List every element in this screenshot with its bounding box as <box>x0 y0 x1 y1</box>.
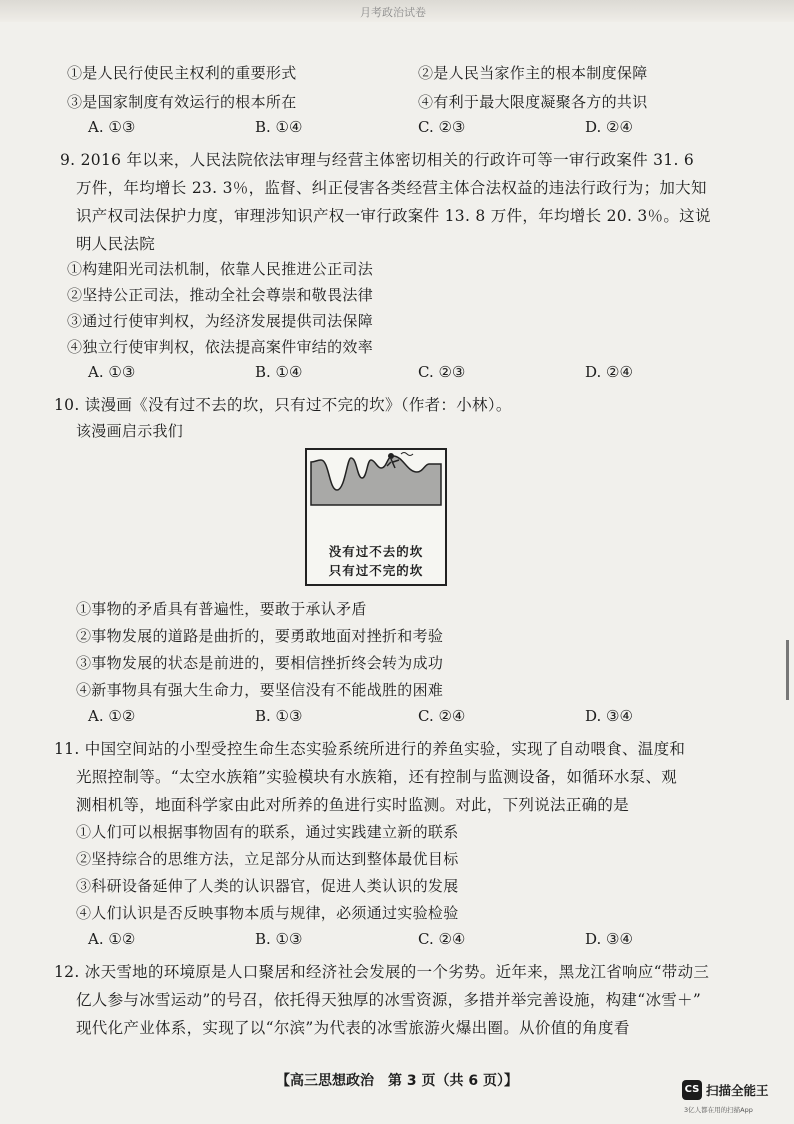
q8-item-1: ①是人民行使民主权利的重要形式 <box>67 64 297 82</box>
q10-item-4: ④新事物具有强大生命力，要坚信没有不能战胜的困难 <box>76 681 444 699</box>
q9-option-b: B. ①④ <box>255 363 303 381</box>
q8-item-3: ③是国家制度有效运行的根本所在 <box>67 93 297 111</box>
cs-logo-icon: CS <box>682 1080 702 1100</box>
q11-option-a: A. ①② <box>88 930 136 948</box>
q11-item-3: ③科研设备延伸了人类的认识器官，促进人类认识的发展 <box>76 877 459 895</box>
q10-item-2: ②事物发展的道路是曲折的，要勇敢地面对挫折和考验 <box>76 627 444 645</box>
q9-stem-3: 识产权司法保护力度，审理涉知识产权一审行政案件 13. 8 万件，年均增长 20. 3％。这说 <box>76 207 711 225</box>
q11-stem-3: 测相机等，地面科学家由此对所养的鱼进行实时监测。对此，下列说法正确的是 <box>76 796 630 814</box>
figure-head <box>388 453 394 459</box>
q11-option-b: B. ①③ <box>255 930 303 948</box>
winding-road-shape <box>311 456 441 505</box>
q11-option-d: D. ③④ <box>585 930 633 948</box>
scanner-app-name: 扫描全能王 <box>706 1083 769 1098</box>
q12-stem-1: 12. 冰天雪地的环境原是人口聚居和经济社会发展的一个劣势。近年来，黑龙江省响应“带动三 <box>54 963 710 981</box>
q9-stem-1: 9. 2016 年以来，人民法院依法审理与经营主体密切相关的行政许可等一审行政案件 31. 6 <box>60 151 695 169</box>
cartoon-caption-2: 只有过不完的坎 <box>328 563 424 578</box>
q9-item-1: ①构建阳光司法机制，依靠人民推进公正司法 <box>67 260 374 278</box>
q10-stem-1: 10. 读漫画《没有过不去的坎，只有过不完的坎》（作者：小林）。 <box>54 396 512 414</box>
cartoon-figure <box>305 448 447 586</box>
q9-stem-2: 万件，年均增长 23. 3％，监督、纠正侵害各类经营主体合法权益的违法行政行为；加大知 <box>76 179 707 197</box>
q9-option-d: D. ②④ <box>585 363 633 381</box>
q9-option-c: C. ②③ <box>418 363 466 381</box>
page-footer: 【高三思想政治 第 3 页（共 6 页）】 <box>276 1073 518 1089</box>
q9-stem-4: 明人民法院 <box>76 235 156 253</box>
q11-stem-2: 光照控制等。“太空水族箱”实验模块有水族箱，还有控制与监测设备，如循环水泵、观 <box>76 768 678 786</box>
q12-stem-2: 亿人参与冰雪运动”的号召，依托得天独厚的冰雪资源，多措并举完善设施，构建“冰雪＋” <box>76 991 702 1009</box>
q10-option-b: B. ①③ <box>255 707 303 725</box>
q11-item-2: ②坚持综合的思维方法，立足部分从而达到整体最优目标 <box>76 850 459 868</box>
q10-option-d: D. ③④ <box>585 707 633 725</box>
q8-option-a: A. ①③ <box>88 118 136 136</box>
q8-option-d: D. ②④ <box>585 118 633 136</box>
cartoon-caption-1: 没有过不去的坎 <box>328 544 424 559</box>
q8-item-4: ④有利于最大限度凝聚各方的共识 <box>418 93 648 111</box>
q9-item-3: ③通过行使审判权，为经济发展提供司法保障 <box>67 312 374 330</box>
q11-item-1: ①人们可以根据事物固有的联系，通过实践建立新的联系 <box>76 823 459 841</box>
q11-option-c: C. ②④ <box>418 930 466 948</box>
scan-edge-mark <box>786 640 789 700</box>
q9-option-a: A. ①③ <box>88 363 136 381</box>
q11-item-4: ④人们认识是否反映事物本质与规律，必须通过实验检验 <box>76 904 459 922</box>
q11-stem-1: 11. 中国空间站的小型受控生命生态实验系统所进行的养鱼实验，实现了自动喂食、温度和 <box>54 740 686 758</box>
q8-item-2: ②是人民当家作主的根本制度保障 <box>418 64 648 82</box>
q8-option-c: C. ②③ <box>418 118 466 136</box>
q10-option-c: C. ②④ <box>418 707 466 725</box>
scanner-watermark <box>662 1078 792 1118</box>
header-faint-text: 月考政治试卷 <box>360 6 426 19</box>
q10-option-a: A. ①② <box>88 707 136 725</box>
q9-item-4: ④独立行使审判权，依法提高案件审结的效率 <box>67 338 374 356</box>
top-scan-strip <box>0 0 794 22</box>
sweat-mark <box>401 453 413 456</box>
q10-stem-2: 该漫画启示我们 <box>76 422 184 440</box>
q12-stem-3: 现代化产业体系，实现了以“尔滨”为代表的冰雪旅游火爆出圈。从价值的角度看 <box>76 1019 630 1037</box>
q10-item-1: ①事物的矛盾具有普遍性，要敢于承认矛盾 <box>76 600 367 618</box>
q8-option-b: B. ①④ <box>255 118 303 136</box>
scanner-app-tagline: 3亿人都在用的扫描App <box>684 1106 753 1114</box>
q10-item-3: ③事物发展的状态是前进的，要相信挫折终会转为成功 <box>76 654 444 672</box>
q9-item-2: ②坚持公正司法，推动全社会尊崇和敬畏法律 <box>67 286 374 304</box>
